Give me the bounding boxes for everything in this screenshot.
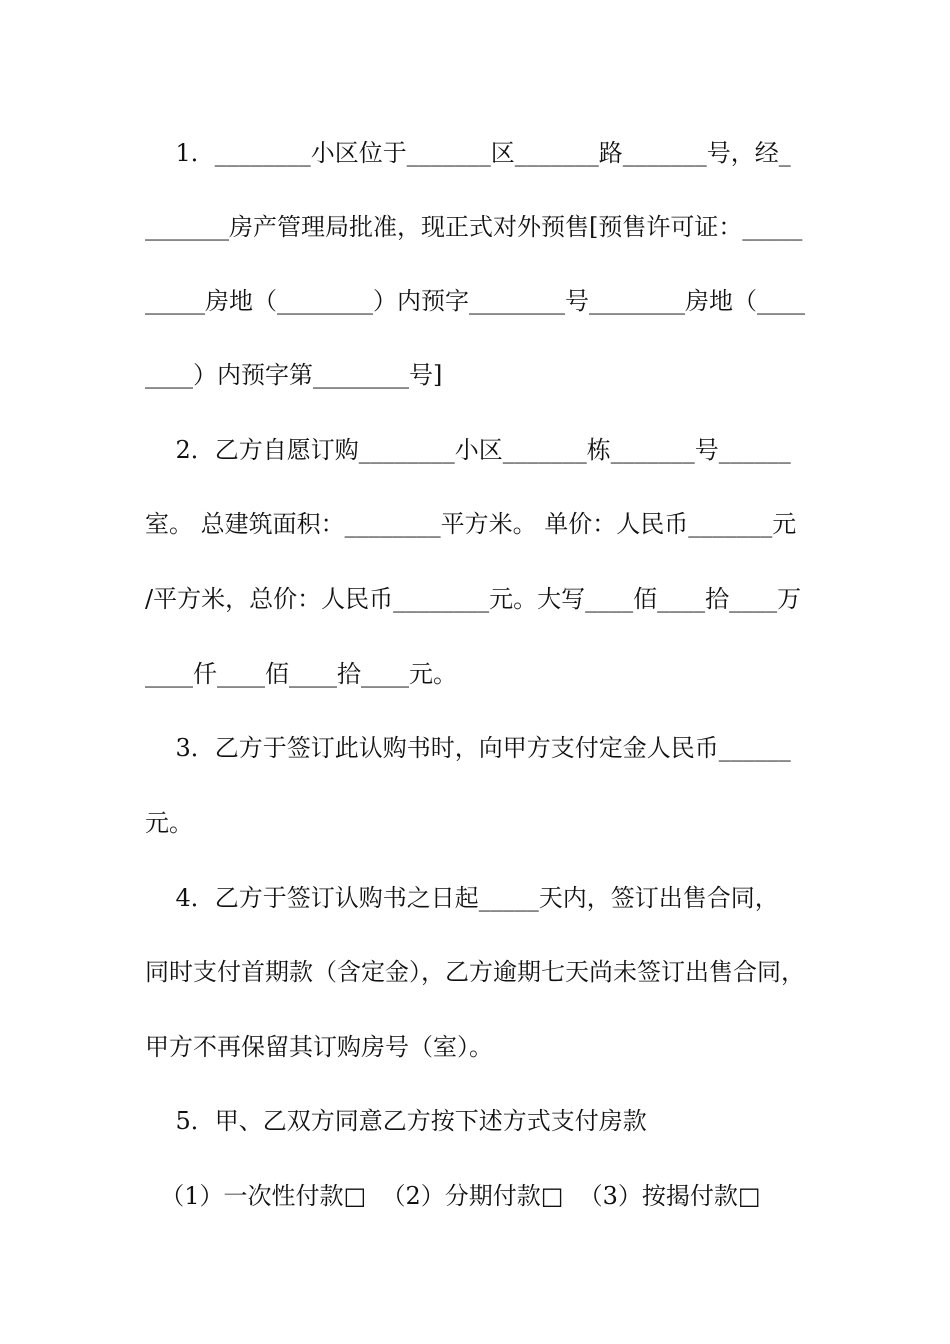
clause-1-line-2: _______房产管理局批准，现正式对外预售[预售许可证：_____ bbox=[145, 213, 803, 241]
clause-4-line-3: 甲方不再保留其订购房号（室）。 bbox=[145, 1033, 493, 1061]
clause-2-line-1: 2．乙方自愿订购________小区_______栋_______号______ bbox=[145, 436, 791, 464]
clause-4-line-2: 同时支付首期款（含定金），乙方逾期七天尚未签订出售合同， bbox=[145, 958, 805, 986]
clause-2-line-2: 室。 总建筑面积：________平方米。 单价：人民币_______元 bbox=[145, 510, 797, 538]
clause-1-line-1: 1．________小区位于_______区_______路_______号，经_ bbox=[145, 139, 791, 167]
clause-1-line-3: _____房地（________）内预字________号________房地（____ bbox=[145, 287, 805, 315]
clause-3-line-2: 元。 bbox=[145, 809, 193, 837]
clause-4-line-1: 4．乙方于签订认购书之日起_____天内，签订出售合同， bbox=[145, 884, 779, 912]
clause-3-line-1: 3．乙方于签订此认购书时，向甲方支付定金人民币______ bbox=[145, 734, 791, 762]
payment-options-line: （1）一次性付款□ （2）分期付款□ （3）按揭付款□ bbox=[145, 1182, 761, 1210]
clause-1-line-4: ____）内预字第________号] bbox=[145, 361, 443, 389]
clause-5-line-1: 5．甲、乙双方同意乙方按下述方式支付房款 bbox=[145, 1107, 647, 1135]
clause-2-line-3: /平方米，总价：人民币________元。大写____佰____拾____万 bbox=[145, 585, 802, 613]
clause-2-line-4: ____仟____佰____拾____元。 bbox=[145, 660, 457, 688]
